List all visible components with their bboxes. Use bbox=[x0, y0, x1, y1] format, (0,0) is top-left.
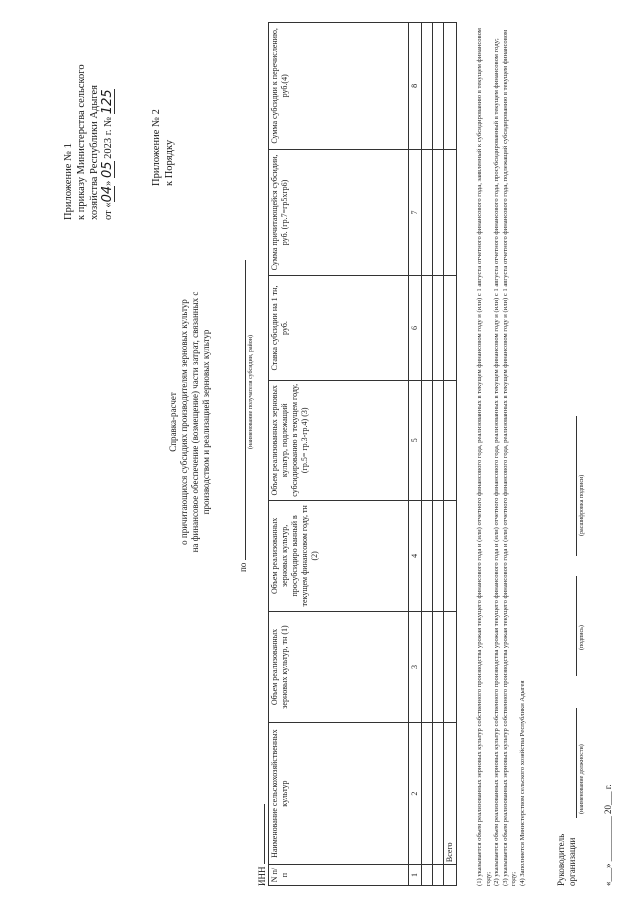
name-field bbox=[567, 416, 577, 556]
header-date: от «04» 05 2023 г. № 125 bbox=[100, 89, 115, 220]
table-header-row bbox=[269, 23, 409, 886]
recipient-caption: (наименование получателя субсидии, район) bbox=[248, 335, 254, 449]
signature-caption: (подпись) bbox=[579, 625, 585, 650]
footnote-1: (1) указывается объем реализованных зерновых культур собственного производства урожая текущего финансового года и (или) отчетного финансового года, реализованных в текущем финансовом году и (или) с 1 августа отчетного финансового года, заявленный к субсидированию в текущем финансовом году; bbox=[476, 28, 492, 886]
header-cell-6: Ставка субсидии на 1 тн, руб. bbox=[269, 276, 409, 381]
header-line3: хозяйства Республики Адыгея bbox=[89, 85, 100, 220]
date-day: 04 bbox=[100, 185, 115, 203]
inn-field bbox=[255, 804, 265, 864]
header-line1: Приложение № 1 bbox=[63, 143, 74, 220]
inn-label: ИНН bbox=[257, 866, 267, 886]
date-month: 05 bbox=[100, 161, 115, 178]
header-cell-3: Объем реализованных зерновых культур, тн (1) bbox=[269, 611, 409, 722]
total-label: Всего bbox=[444, 723, 457, 865]
head-label-2: организации bbox=[567, 837, 577, 886]
table-row bbox=[422, 23, 433, 886]
footnote-4: (4) Заполняется Министерством сельского хозяйства Республики Адыгея bbox=[518, 680, 526, 886]
header-cell-5: Объем реализованных зерновых культур, подлежащий субсидированию в текущем году, (гр.5= гр.3-гр.4) (3) bbox=[269, 380, 409, 500]
header-cell-2: Наименование сельскохозяйственных культур bbox=[269, 723, 409, 865]
header-line2: к приказу Министерства сельского bbox=[76, 64, 87, 220]
header-cell-8: Сумма субсидии к перечислению, руб.(4) bbox=[269, 23, 409, 150]
order-header bbox=[62, 10, 115, 220]
header-cell-1: N п/п bbox=[269, 865, 409, 886]
table-row bbox=[433, 23, 444, 886]
table-number-row: 1 2 3 4 5 6 7 8 bbox=[409, 23, 422, 886]
appendix-to: к Порядку bbox=[164, 139, 175, 186]
document-title: Справка-расчет о причитающихся субсидиях производителям зерновых культур на финансовое обеспечение (возмещение) части затрат, связанных с производством и реализацией зерновых культур bbox=[168, 291, 211, 553]
recipient-field bbox=[236, 260, 246, 560]
order-number: 125 bbox=[100, 89, 115, 115]
signature-date: «___» __________ 20___ г. bbox=[603, 784, 613, 886]
po-label: по bbox=[238, 562, 248, 572]
inn-line bbox=[255, 804, 267, 886]
header-cell-4: Объем реализованных зерновых культур, просубсидиро ванный в текущем финансовом году, тн (2) bbox=[269, 500, 409, 611]
table-total-row bbox=[444, 23, 457, 886]
recipient-line bbox=[236, 242, 255, 572]
appendix-header bbox=[150, 36, 176, 186]
signature-field bbox=[567, 576, 577, 676]
head-label-1: Руководитель bbox=[556, 833, 566, 886]
name-caption: (расшифровка подписи) bbox=[579, 474, 585, 536]
position-field bbox=[567, 708, 577, 818]
footnotes bbox=[476, 16, 528, 886]
footnote-2: (2) указывается объем реализованных зерновых культур собственного производства урожая текущего финансового года и (или) отчетного финансового года, реализованных в текущем финансовом году и (или) с 1 августа отчетного финансового года, просубсидированный в текущем финансовом году; bbox=[493, 38, 501, 886]
signature-block bbox=[556, 286, 614, 886]
footnote-3: (3) указывается объем реализованных зерновых культур собственного производства урожая текущего финансового года и (или) отчетного финансового года, реализованных в текущем финансовом году и (или) с 1 августа отчетного финансового года, подлежащий субсидированию в текущем финансовом году; bbox=[501, 29, 518, 886]
header-cell-7: Сумма причитающейся субсидии, руб. (гр.7=гр5хгр6) bbox=[269, 149, 409, 276]
calculation-table bbox=[268, 22, 457, 886]
appendix-title: Приложение № 2 bbox=[151, 109, 162, 186]
position-caption: (наименование должности) bbox=[579, 744, 585, 814]
